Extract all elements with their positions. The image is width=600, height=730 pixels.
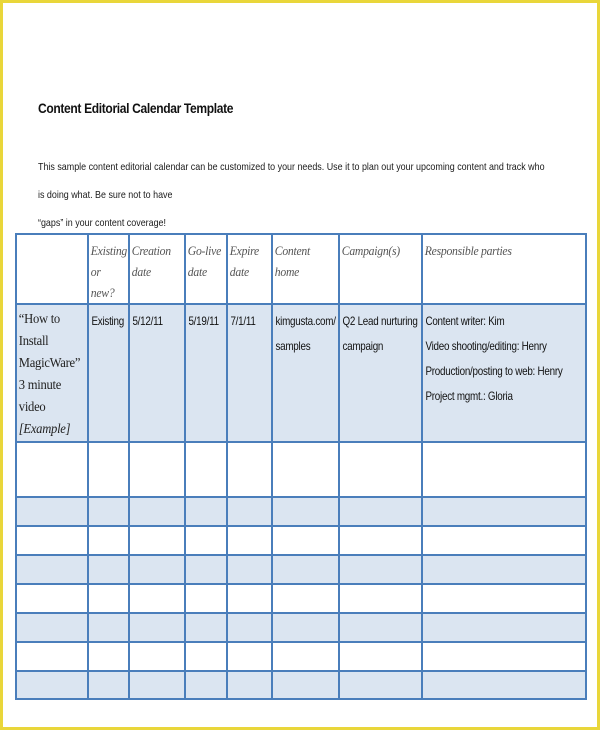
example-content-home-cell: kimgusta.com/samples	[272, 304, 339, 442]
header-content-home: Content home	[272, 234, 339, 304]
intro-line: “gaps” in your content coverage!	[38, 217, 167, 229]
table-row	[16, 555, 586, 584]
example-campaign-cell: Q2 Lead nurturing campaign	[339, 304, 422, 442]
example-expire-cell: 7/1/11	[227, 304, 272, 442]
document-page	[3, 3, 597, 727]
table-row	[16, 642, 586, 671]
header-creation-date: Creation date	[129, 234, 185, 304]
table-row	[16, 613, 586, 642]
table-row	[16, 526, 586, 555]
example-item-note: [Example]	[18, 422, 71, 437]
example-row	[16, 304, 586, 442]
example-responsible-cell	[422, 304, 586, 442]
header-expire-date: Expire date	[227, 234, 272, 304]
table-row	[16, 584, 586, 613]
example-item-cell	[16, 304, 88, 442]
table-row	[16, 442, 586, 497]
intro-line: This sample content editorial calendar can be customized to your needs. Use it to plan out your upcoming content and track who is doing what. Be sure not to have	[38, 161, 545, 201]
header-go-live-date: Go-live date	[185, 234, 227, 304]
document-title: Content Editorial Calendar Template	[38, 100, 234, 116]
header-responsible-parties: Responsible parties	[422, 234, 586, 304]
responsible-line: Production/posting to web: Henry	[425, 364, 563, 378]
table-header-row	[16, 234, 586, 304]
table-row	[16, 671, 586, 699]
example-golive-cell: 5/19/11	[185, 304, 227, 442]
responsible-line: Project mgmt.: Gloria	[425, 389, 513, 403]
header-campaigns: Campaign(s)	[339, 234, 422, 304]
responsible-line: Content writer: Kim	[425, 314, 505, 328]
header-item	[16, 234, 88, 304]
editorial-calendar-table	[15, 233, 587, 700]
header-existing-or-new: Existing or new?	[88, 234, 129, 304]
responsible-line: Video shooting/editing: Henry	[425, 339, 547, 353]
table-row	[16, 497, 586, 526]
intro-paragraph	[38, 153, 548, 237]
example-item-title: “How to Install MagicWare” 3 minute video	[18, 312, 81, 415]
example-creation-cell: 5/12/11	[129, 304, 185, 442]
example-status-cell: Existing	[88, 304, 129, 442]
